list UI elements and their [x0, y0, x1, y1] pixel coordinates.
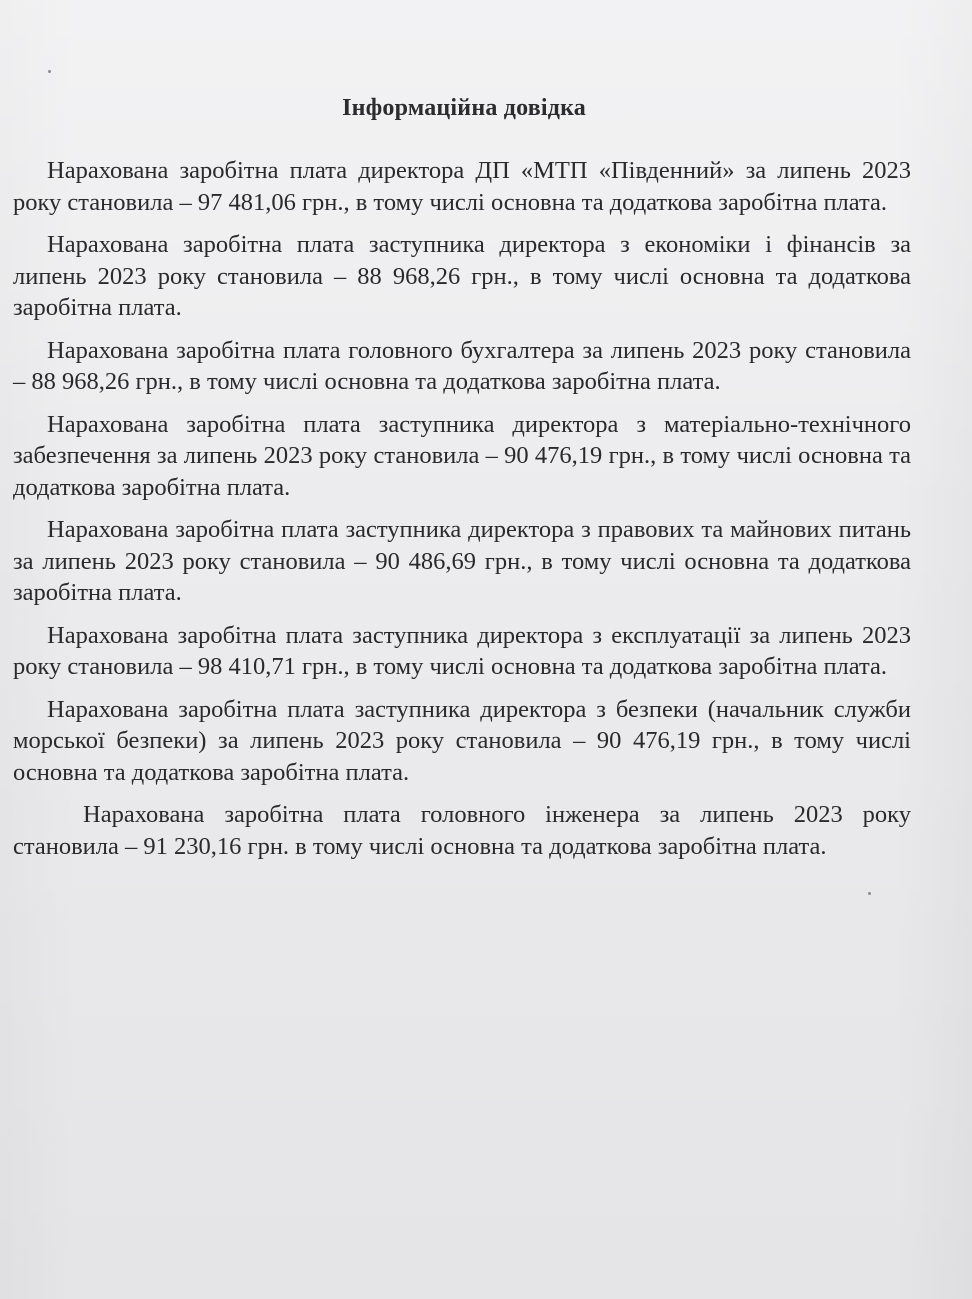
- paragraph-deputy-operations-salary: Нарахована заробітна плата заступника директора з експлуатації за липень 2023 року становила – 98 410,71 грн., в тому числі основна та додаткова заробітна плата.: [13, 621, 911, 680]
- document-body: [13, 155, 911, 873]
- paragraph-deputy-logistics-salary: Нарахована заробітна плата заступника директора з матеріально-технічного забезпечення за липень 2023 року становила – 90 476,19 грн., в тому числі основна та додаткова заробітна плата.: [13, 410, 911, 501]
- speck-mark: [48, 70, 51, 73]
- paragraph-director-salary: Нарахована заробітна плата директора ДП «МТП «Південний» за липень 2023 року становила – 97 481,06 грн., в тому числі основна та додаткова заробітна плата.: [13, 157, 911, 216]
- paragraph-deputy-legal-salary: Нарахована заробітна плата заступника директора з правових та майнових питань за липень 2023 року становила – 90 486,69 грн., в тому числі основна та додаткова заробітна плата.: [13, 516, 911, 606]
- document-title: Інформаційна довідка: [342, 95, 586, 121]
- speck-mark: [868, 892, 871, 895]
- paragraph-deputy-security-salary: Нарахована заробітна плата заступника директора з безпеки (начальник служби морської безпеки) за липень 2023 року становила – 90 476,19 грн., в тому числі основна та додаткова заробітна плата.: [13, 695, 911, 786]
- paragraph-chief-engineer-salary: Нарахована заробітна плата головного інженера за липень 2023 року становила – 91 230,16 грн. в тому числі основна та додаткова заробітна плата.: [13, 801, 911, 860]
- paragraph-chief-accountant-salary: Нарахована заробітна плата головного бухгалтера за липень 2023 року становила – 88 968,26 грн., в тому числі основна та додаткова заробітна плата.: [13, 336, 911, 395]
- paragraph-deputy-economics-salary: Нарахована заробітна плата заступника директора з економіки і фінансів за липень 2023 року становила – 88 968,26 грн., в тому числі основна та додаткова заробітна плата.: [13, 231, 911, 321]
